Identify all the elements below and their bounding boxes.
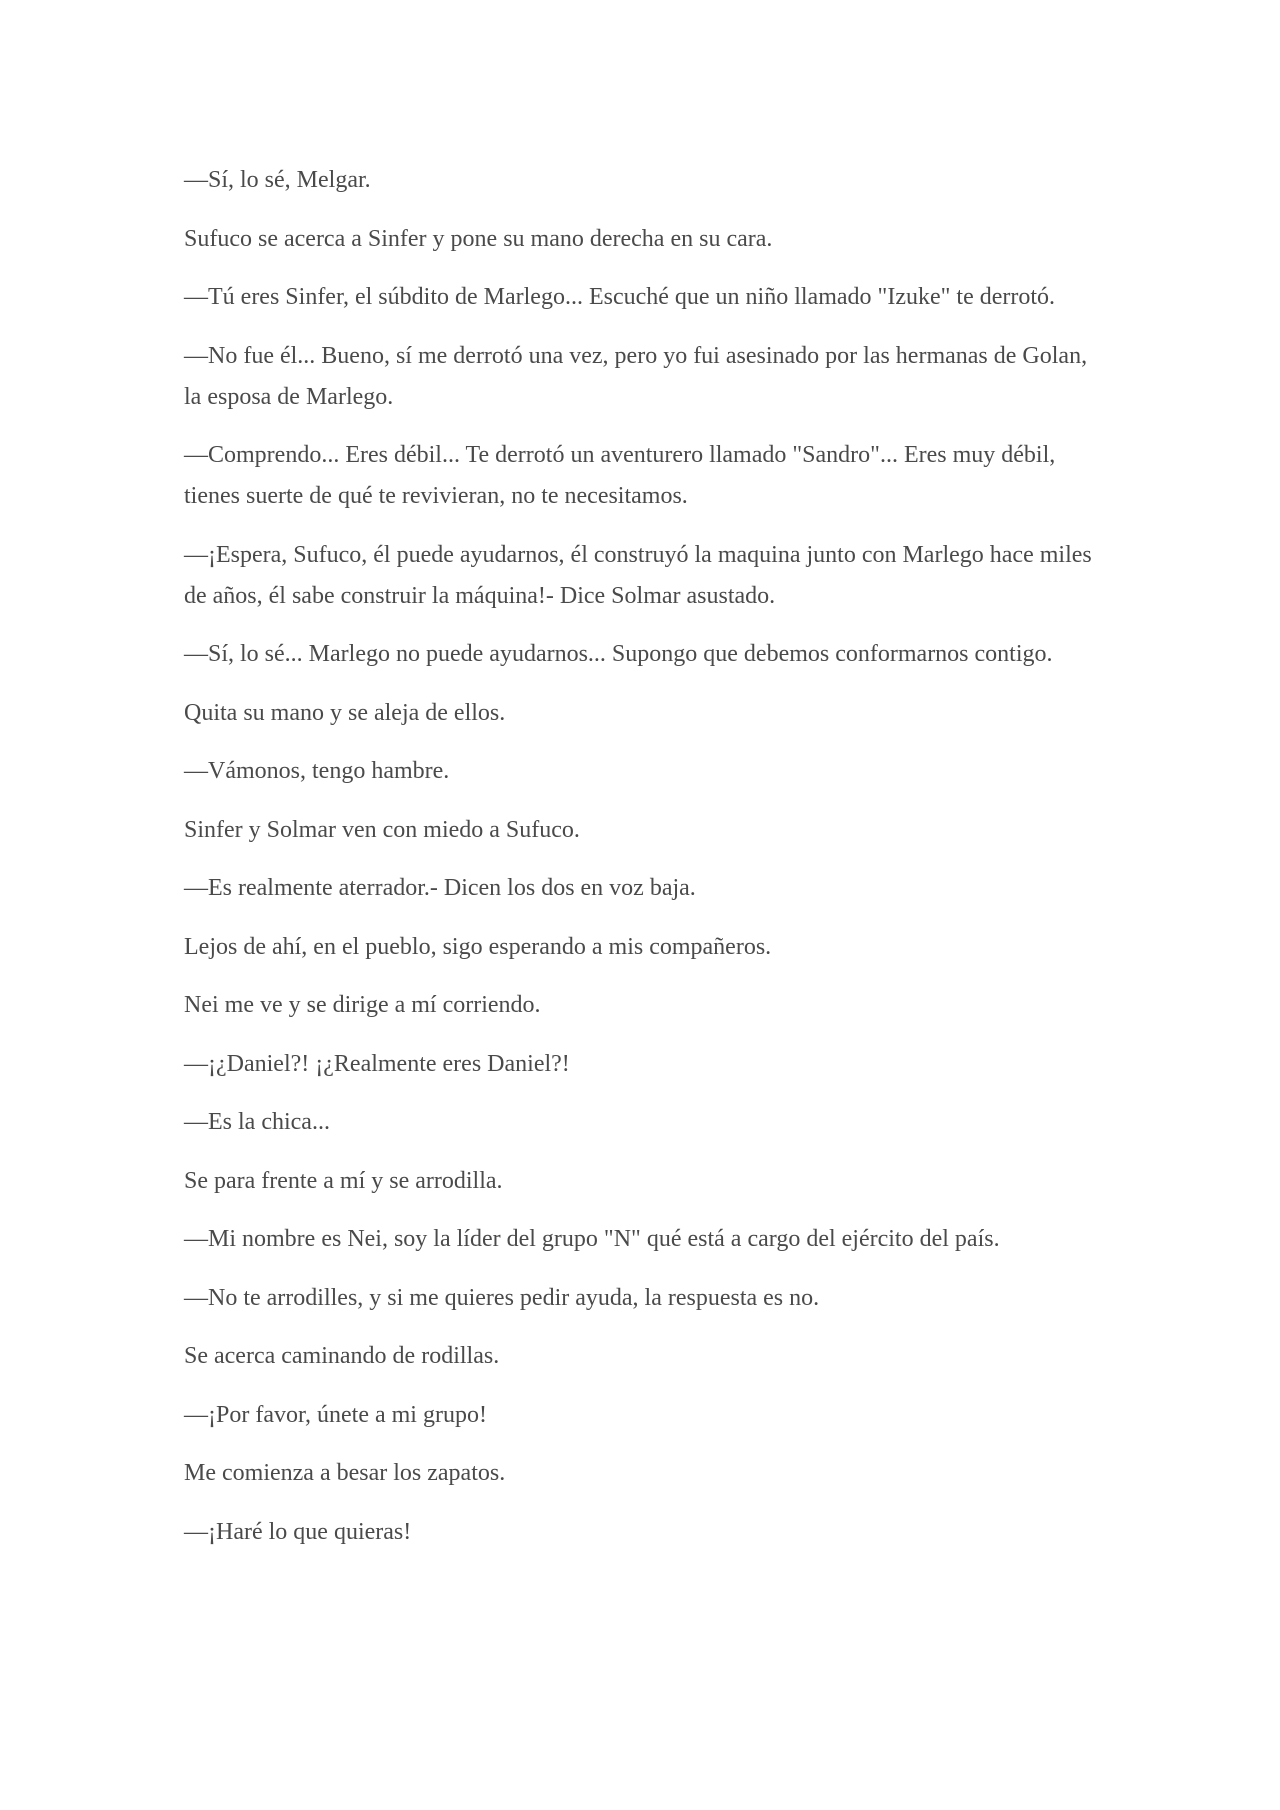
paragraph: —Mi nombre es Nei, soy la líder del grupo "N" qué está a cargo del ejército del país. [184, 1226, 1000, 1252]
paragraph: —¡Espera, Sufuco, él puede ayudarnos, él construyó la maquina junto con Marlego hace miles de años, él sabe construir la máquina!- Dice Solmar asustado. [184, 541, 1092, 609]
paragraph: Nei me ve y se dirige a mí corriendo. [184, 992, 541, 1018]
paragraph: —Tú eres Sinfer, el súbdito de Marlego... Escuché que un niño llamado "Izuke" te derrotó. [184, 284, 1056, 310]
paragraph: Se para frente a mí y se arrodilla. [184, 1167, 503, 1194]
paragraph: Me comienza a besar los zapatos. [184, 1460, 506, 1486]
paragraph: —No fue él... Bueno, sí me derrotó una vez, pero yo fui asesinado por las hermanas de Golan, la esposa de Marlego. [184, 342, 1088, 410]
paragraph: —¡¿Daniel?! ¡¿Realmente eres Daniel?! [184, 1050, 570, 1077]
paragraph: Lejos de ahí, en el pueblo, sigo esperando a mis compañeros. [184, 933, 772, 960]
paragraph: Sufuco se acerca a Sinfer y pone su mano derecha en su cara. [184, 225, 773, 252]
paragraph: —Es la chica... [184, 1109, 330, 1135]
paragraph: Se acerca caminando de rodillas. [184, 1343, 500, 1369]
paragraph: —Sí, lo sé... Marlego no puede ayudarnos... Supongo que debemos conformarnos contigo. [184, 641, 1053, 667]
paragraph: —¡Por favor, únete a mi grupo! [184, 1401, 487, 1428]
text-column [184, 160, 1104, 1570]
paragraph: —Sí, lo sé, Melgar. [184, 167, 371, 193]
paragraph: —Comprendo... Eres débil... Te derrotó un aventurero llamado "Sandro"... Eres muy débil, tienes suerte de qué te revivieran, no te necesitamos. [184, 442, 1056, 509]
paragraph: —¡Haré lo que quieras! [184, 1518, 412, 1545]
paragraph: Quita su mano y se aleja de ellos. [184, 699, 506, 726]
paragraph: —Vámonos, tengo hambre. [184, 758, 450, 784]
paragraph: Sinfer y Solmar ven con miedo a Sufuco. [184, 816, 580, 843]
paragraph: —No te arrodilles, y si me quieres pedir ayuda, la respuesta es no. [184, 1284, 820, 1311]
paragraph: —Es realmente aterrador.- Dicen los dos en voz baja. [184, 875, 696, 901]
